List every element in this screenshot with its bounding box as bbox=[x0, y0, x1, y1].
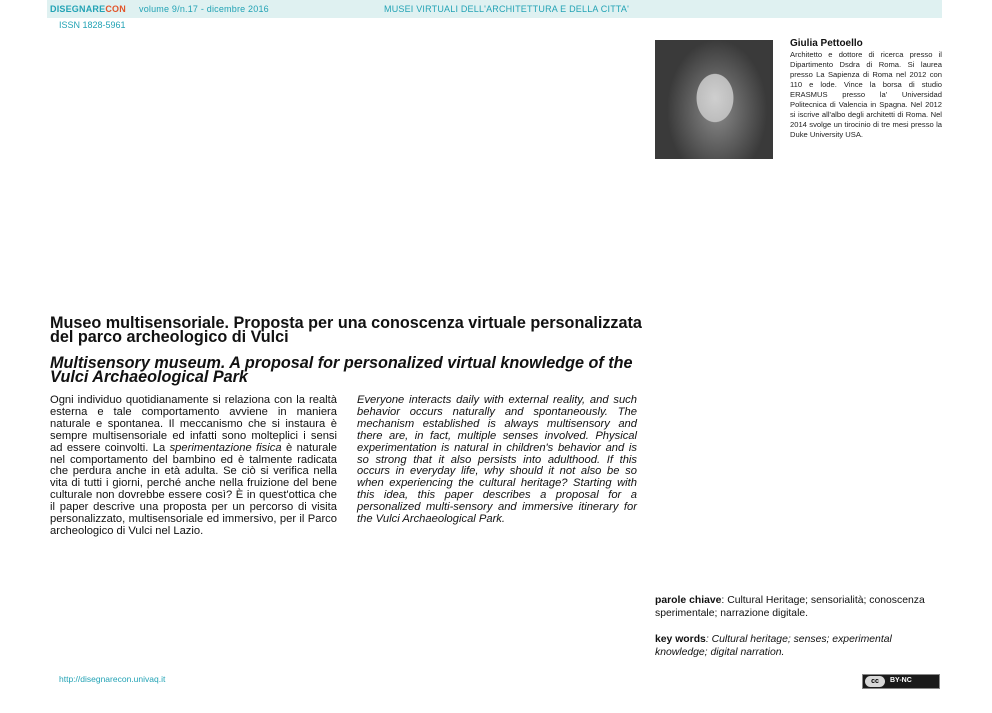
keywords-en-value: : Cultural heritage; senses; experimental knowledge; digital narration. bbox=[655, 634, 892, 658]
issn: ISSN 1828-5961 bbox=[59, 20, 126, 30]
keywords-english bbox=[655, 633, 930, 659]
header-bar bbox=[47, 0, 942, 18]
abstract-italian bbox=[50, 395, 337, 538]
keywords-it-value: : Cultural Heritage; sensorialità; conoscenza sperimentale; narrazione digitale. bbox=[655, 595, 925, 619]
cc-icon: cc bbox=[865, 676, 885, 687]
brand-part-2: CON bbox=[105, 4, 126, 14]
footer-url-link[interactable]: http://disegnarecon.univaq.it bbox=[59, 674, 166, 684]
title-italian: Museo multisensoriale. Proposta per una conoscenza virtuale personalizzata del parco archeologico di Vulci bbox=[50, 314, 642, 346]
abstract-it-text-1: Ogni individuo quotidianamente si relaziona con la realtà esterna e tale comportamento avviene in maniera naturale e spontanea. Il meccanismo che si instaura è sempre multisensoriale ed infatti sono molteplici i sensi ad essere coinvolti. La bbox=[50, 394, 337, 454]
keywords-en-label: key words bbox=[655, 634, 706, 645]
author-name: Giulia Pettoello bbox=[790, 38, 863, 49]
journal-brand[interactable] bbox=[50, 4, 126, 14]
section-title: MUSEI VIRTUALI DELL'ARCHITETTURA E DELLA CITTA' bbox=[384, 4, 630, 14]
brand-part-1: DISEGNARE bbox=[50, 4, 106, 14]
cc-license-badge[interactable] bbox=[862, 674, 940, 689]
abstract-english: Everyone interacts daily with external reality, and such behavior occurs naturally and spontaneously. The mechanism established is always multisensory and there are, in fact, multiple senses involved. Physical experimentation is natural in children's behavior and is so strong that it also persists into adulthood. If this occurs in everyday life, why should it not also be so when experiencing the cultural heritage? Starting with this idea, this paper describes a proposal for a personalized multi-sensory and immersive itinerary for the Vulci Archaeological Park. bbox=[357, 394, 637, 526]
volume-info: volume 9/n.17 - dicembre 2016 bbox=[139, 4, 269, 14]
author-bio: Architetto e dottore di ricerca presso il Dipartimento Dsdra di Roma. Si laurea presso La Sapienza di Roma nel 2012 con 110 e lode. Vince la borsa di studio ERASMUS presso la' Universidad Politecnica di Valencia in Spagna. Nel 2012 si iscrive all'albo degli architetti di Roma. Nel 2014 svolge un tirocinio di tre mesi presso la Duke University USA. bbox=[790, 50, 942, 139]
abstract-it-emphasis: sperimentazione fisica bbox=[169, 441, 282, 454]
abstract-it-text-2: è naturale nel comportamento del bambino ed è talmente radicata che perdura anche in età adulta. Se ciò si verifica nella vita di tutti i giorni, perché anche nella fruizione del bene culturale non dovrebbe essere così? È in quest'ottica che il paper descrive una proposta per un percorso di visita personalizzato, multisensoriale ed immersivo, per il Parco archeologico di Vulci nel Lazio. bbox=[50, 441, 338, 537]
keywords-it-label: parole chiave bbox=[655, 595, 722, 606]
author-photo bbox=[655, 40, 773, 159]
title-english: Multisensory museum. A proposal for personalized virtual knowledge of the Vulci Archaeological Park bbox=[50, 354, 633, 386]
keywords-italian bbox=[655, 594, 930, 620]
license-label: BY-NC bbox=[890, 677, 912, 684]
